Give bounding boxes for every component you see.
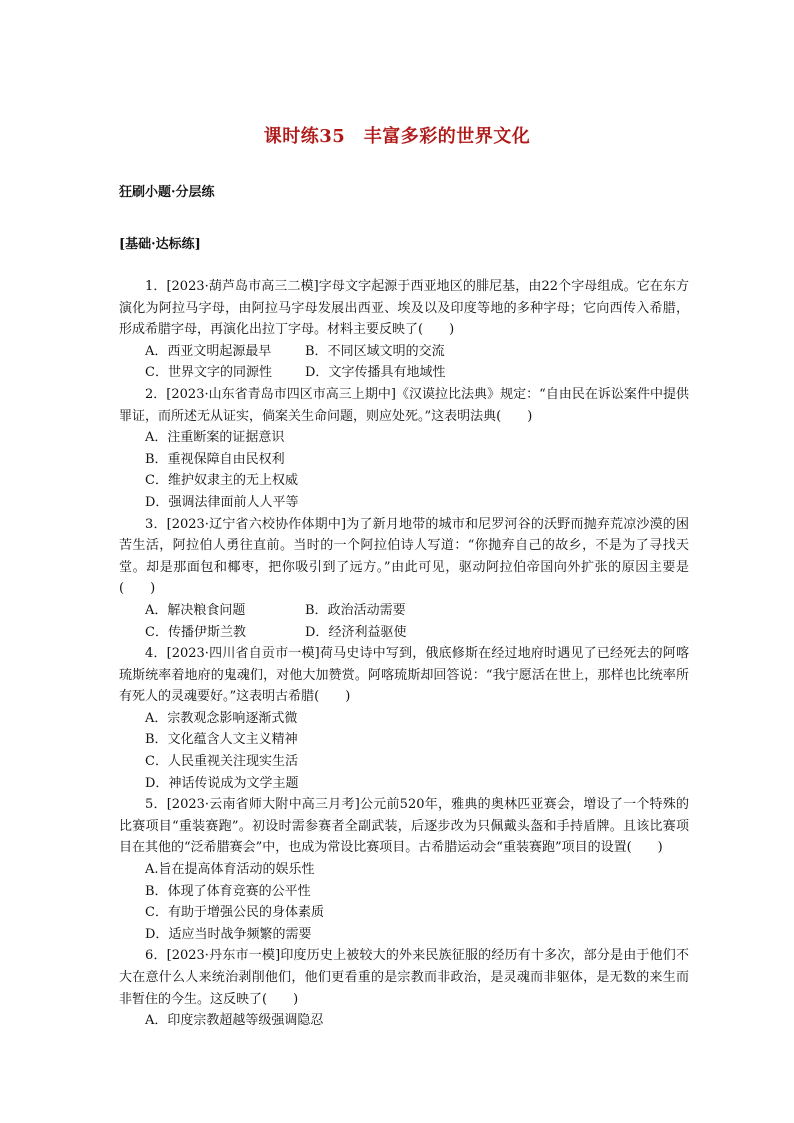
option-d[interactable] <box>145 773 689 795</box>
option-text: 注重断案的证据意识 <box>167 430 285 446</box>
option-letter: A． <box>145 710 168 726</box>
option-letter: A． <box>145 343 168 359</box>
option-c[interactable] <box>145 902 689 924</box>
question-1 <box>119 276 689 384</box>
options <box>119 1010 689 1032</box>
option-text: 维护奴隶主的无上权威 <box>167 473 298 489</box>
option-a[interactable] <box>145 600 305 622</box>
question-stem: 4．[2023·四川省自贡市一模]荷马史诗中写到，俄底修斯在经过地府时遇见了已经死去的阿喀琉斯统率着地府的鬼魂们，对他大加赞赏。阿喀琉斯却回答说：“我宁愿活在世上，那样也比统率所有死人的灵魂要好。”这表明古希腊( ) <box>119 646 689 705</box>
option-letter: B． <box>305 602 328 618</box>
page-subtitle: 狂刷小题·分层练 <box>119 185 215 200</box>
option-b[interactable] <box>305 600 406 622</box>
option-letter: A． <box>145 1013 168 1029</box>
question-6 <box>119 945 689 1031</box>
question-stem: 1．[2023·葫芦岛市高三二模]字母文字起源于西亚地区的腓尼基，由22个字母组成。它在东方演化为阿拉马字母，由阿拉马字母发展出西亚、埃及以及印度等地的多种字母；它向西传入希腊，形成希腊字母，再演化出拉丁字母。材料主要反映了( ) <box>119 279 689 338</box>
option-letter: A． <box>145 430 168 446</box>
option-letter: D． <box>145 494 169 510</box>
option-a[interactable] <box>145 341 305 363</box>
option-text: 传播伊斯兰教 <box>167 624 246 640</box>
option-b[interactable] <box>145 729 689 751</box>
option-c[interactable] <box>145 362 305 384</box>
option-letter: B． <box>305 343 328 359</box>
option-letter: D． <box>305 624 329 640</box>
option-b[interactable] <box>305 341 445 363</box>
option-d[interactable] <box>145 492 689 514</box>
option-text: 世界文字的同源性 <box>167 365 272 381</box>
option-a[interactable] <box>145 427 689 449</box>
option-letter: B． <box>145 732 168 748</box>
option-letter: B． <box>145 883 168 899</box>
question-4 <box>119 643 689 794</box>
option-d[interactable] <box>305 622 406 644</box>
option-text: 强调法律面前人人平等 <box>168 494 299 510</box>
question-list <box>119 276 689 1032</box>
option-text: 西亚文明起源最早 <box>167 343 272 359</box>
option-letter: A. <box>145 862 159 878</box>
option-letter: C． <box>145 754 168 770</box>
option-c[interactable] <box>145 751 689 773</box>
option-d[interactable] <box>145 924 689 946</box>
option-text: 印度宗教超越等级强调隐忍 <box>167 1013 324 1029</box>
option-text: 经济利益驱使 <box>328 624 407 640</box>
option-letter: D． <box>145 926 169 942</box>
options <box>119 600 689 643</box>
option-letter: D． <box>305 365 329 381</box>
option-letter: C． <box>145 473 168 489</box>
option-text: 重视保障自由民权利 <box>167 451 285 467</box>
option-letter: A． <box>145 602 168 618</box>
options <box>119 427 689 513</box>
option-text: 人民重视关注现实生活 <box>167 754 298 770</box>
option-a[interactable] <box>145 708 689 730</box>
option-letter: C． <box>145 905 168 921</box>
option-text: 体现了体育竞赛的公平性 <box>167 883 311 899</box>
option-letter: D． <box>145 775 169 791</box>
question-stem: 5．[2023·云南省师大附中高三月考]公元前520年，雅典的奥林匹亚赛会，增设了一个特殊的比赛项目“重装赛跑”。初设时需参赛者全副武装，后逐步改为只佩戴头盔和手持盾牌。且该比赛项目在其他的“泛希腊赛会”中，也成为常设比赛项目。古希腊运动会“重装赛跑”项目的设置( ) <box>119 797 689 856</box>
option-text: 政治活动需要 <box>327 602 406 618</box>
option-c[interactable] <box>145 622 305 644</box>
option-text: 宗教观念影响逐渐式微 <box>167 710 298 726</box>
question-5 <box>119 794 689 945</box>
option-a[interactable] <box>145 859 689 881</box>
options <box>119 859 689 945</box>
options <box>119 708 689 794</box>
option-text: 有助于增强公民的身体素质 <box>167 905 324 921</box>
option-b[interactable] <box>145 881 689 903</box>
option-text: 文字传播具有地域性 <box>328 365 446 381</box>
option-a[interactable] <box>145 1010 689 1032</box>
option-text: 旨在提高体育活动的娱乐性 <box>158 862 315 878</box>
option-text: 神话传说成为文学主题 <box>168 775 299 791</box>
question-3 <box>119 514 689 644</box>
option-b[interactable] <box>145 449 689 471</box>
page-title: 课时练35 丰富多彩的世界文化 <box>263 126 531 147</box>
question-stem: 2．[2023·山东省青岛市四区市高三上期中]《汉谟拉比法典》规定：“自由民在诉讼案件中提供罪证，而所述无从证实，倘案关生命问题，则应处死。”这表明法典( ) <box>119 386 689 424</box>
option-letter: C． <box>145 365 168 381</box>
section-heading: [基础·达标练] <box>119 237 201 252</box>
option-text: 文化蕴含人文主义精神 <box>167 732 298 748</box>
option-letter: C． <box>145 624 168 640</box>
option-letter: B． <box>145 451 168 467</box>
option-c[interactable] <box>145 470 689 492</box>
question-2 <box>119 384 689 514</box>
option-text: 解决粮食问题 <box>167 602 246 618</box>
options <box>119 341 689 384</box>
question-stem: 6．[2023·丹东市一模]印度历史上被较大的外来民族征服的经历有十多次，部分是由于他们不大在意什么人来统治剥削他们，他们更看重的是宗教而非政治，是灵魂而非躯体，是无数的来生而非暂住的今生。这反映了( ) <box>119 948 689 1007</box>
option-text: 适应当时战争频繁的需要 <box>168 926 312 942</box>
option-text: 不同区域文明的交流 <box>327 343 445 359</box>
question-stem: 3．[2023·辽宁省六校协作体期中]为了新月地带的城市和尼罗河谷的沃野而抛弃荒凉沙漠的困苦生活，阿拉伯人勇往直前。当时的一个阿拉伯诗人写道：“你抛弃自己的故乡，不是为了寻找天堂。却是那面包和椰枣，把你吸引到了远方。”由此可见，驱动阿拉伯帝国向外扩张的原因主要是( ) <box>119 516 689 597</box>
option-d[interactable] <box>305 362 445 384</box>
